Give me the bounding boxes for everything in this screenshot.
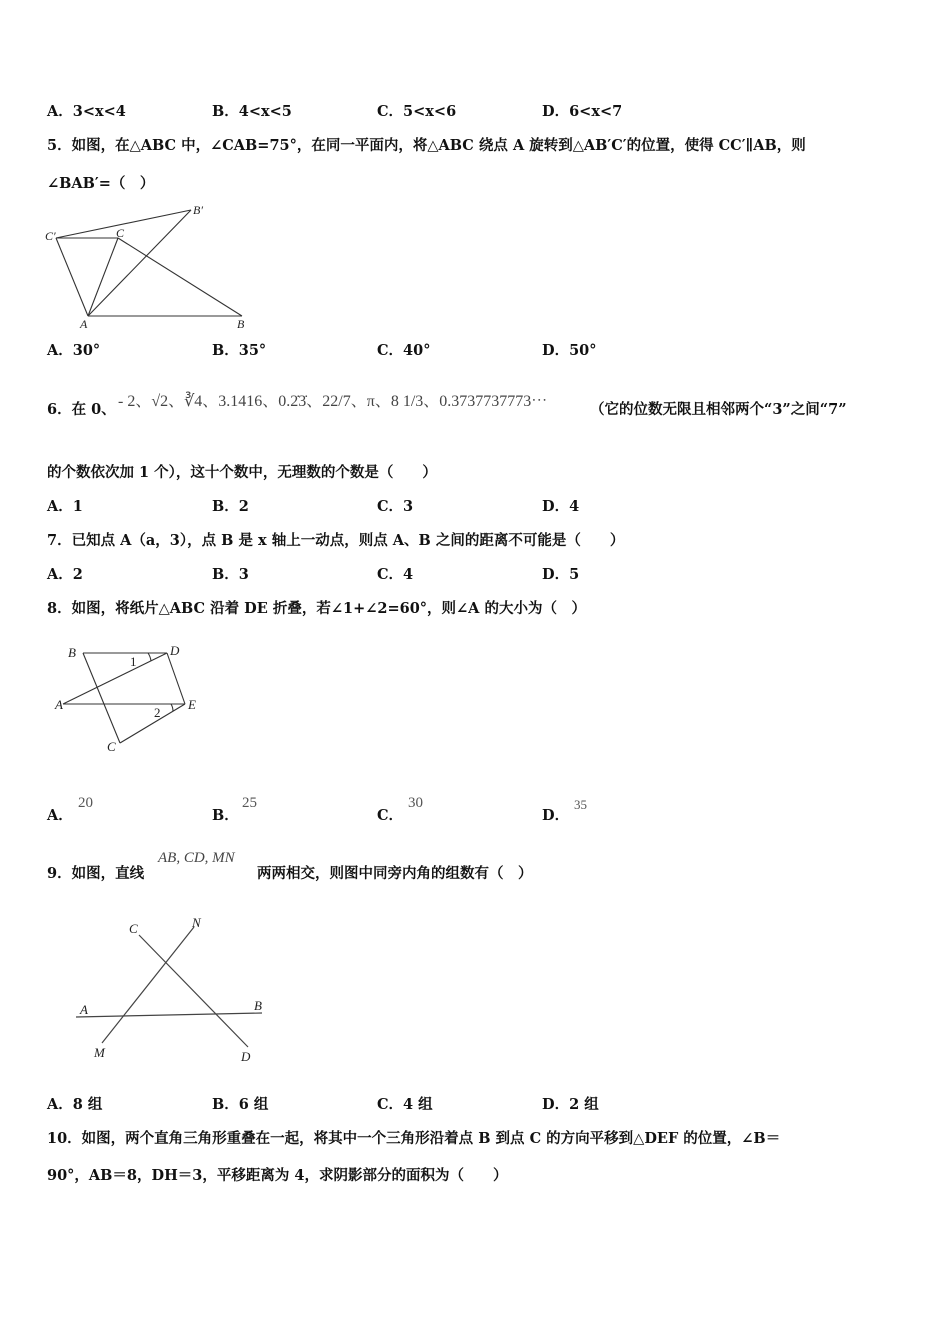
q9-label-n: N xyxy=(192,915,201,930)
q6-stem-suffix: （它的位数无限且相邻两个“3”之间“7” xyxy=(590,401,847,418)
q9-label-b: B xyxy=(254,998,262,1013)
q5-stem-line2: ∠BAB′=（ ） xyxy=(47,175,155,192)
q8-label-d: D xyxy=(170,643,180,658)
q4-option-a: A．3<x<4 xyxy=(47,103,126,120)
q6-stem-line2: 的个数依次加 1 个），这十个数中，无理数的个数是（ ） xyxy=(47,464,437,481)
q9-option-b: B．6 组 xyxy=(212,1096,269,1113)
q9-lines-figure xyxy=(70,910,280,1070)
q8-option-c-value: 30 xyxy=(408,795,423,811)
q8-option-d-letter: D． xyxy=(542,807,570,824)
q5-label-c-prime: C′ xyxy=(45,229,56,243)
q7-stem: 7．已知点 A（a，3），点 B 是 x 轴上一动点，则点 A、B 之间的距离不可能是（ ） xyxy=(47,532,625,549)
q10-stem-line2: 90°，AB＝8，DH＝3，平移距离为 4，求阴影部分的面积为（ ） xyxy=(47,1167,508,1184)
q5-label-a: A xyxy=(80,317,88,331)
q6-number-list: - 2、√2、∛4、3.1416、0.2̇3̇、22/7、π、8 1/3、0.3737737773⋯ xyxy=(118,393,548,410)
q9-line-names: AB, CD, MN xyxy=(158,850,235,866)
q9-label-d: D xyxy=(241,1049,251,1064)
q4-option-c: C．5<x<6 xyxy=(377,103,457,120)
q8-option-b-letter: B． xyxy=(212,807,239,824)
q5-option-c: C．40° xyxy=(377,342,431,359)
q7-option-a: A．2 xyxy=(47,566,83,583)
q6-option-c: C．3 xyxy=(377,498,414,515)
q9-option-d: D．2 组 xyxy=(542,1096,599,1113)
q6-option-d: D．4 xyxy=(542,498,580,515)
q8-label-a: A xyxy=(55,697,63,712)
q5-stem-line1: 5．如图，在△ABC 中，∠CAB=75°，在同一平面内，将△ABC 绕点 A 旋转到△AB′C′的位置，使得 CC′∥AB，则 xyxy=(47,137,806,154)
q7-option-b: B．3 xyxy=(212,566,249,583)
q9-option-a: A．8 组 xyxy=(47,1096,103,1113)
q4-option-b: B．4<x<5 xyxy=(212,103,292,120)
q8-angle-2: 2 xyxy=(154,705,161,720)
q9-stem-suffix: 两两相交，则图中同旁内角的组数有（ ） xyxy=(257,865,533,882)
q5-option-a: A．30° xyxy=(47,342,101,359)
q8-stem: 8．如图，将纸片△ABC 沿着 DE 折叠，若∠1+∠2=60°，则∠A 的大小为（ ） xyxy=(47,600,586,617)
q8-label-c: C xyxy=(107,739,116,754)
q5-label-b: B xyxy=(237,317,245,331)
q9-label-a: A xyxy=(80,1002,88,1017)
q8-fold-figure xyxy=(50,640,210,760)
q6-option-a: A．1 xyxy=(47,498,83,515)
q5-option-b: B．35° xyxy=(212,342,267,359)
q7-option-d: D．5 xyxy=(542,566,580,583)
q10-stem-line1: 10．如图，两个直角三角形重叠在一起，将其中一个三角形沿着点 B 到点 C 的方向平移到△DEF 的位置，∠B＝ xyxy=(47,1130,781,1147)
q7-option-c: C．4 xyxy=(377,566,414,583)
q9-option-c: C．4 组 xyxy=(377,1096,433,1113)
q9-stem-prefix: 9．如图，直线 xyxy=(47,865,145,882)
q5-rotation-figure xyxy=(40,200,270,335)
q8-option-a-letter: A． xyxy=(47,807,73,824)
q9-label-m: M xyxy=(94,1045,105,1060)
q5-label-b-prime: B′ xyxy=(193,203,203,217)
q6-stem-prefix: 6．在 0、 xyxy=(47,401,116,418)
q8-label-b: B xyxy=(68,645,76,660)
q5-label-c: C xyxy=(116,226,125,240)
q8-option-b-value: 25 xyxy=(242,795,257,811)
q8-angle-1: 1 xyxy=(130,654,137,669)
q4-option-d: D．6<x<7 xyxy=(542,103,623,120)
q8-option-a-value: 20 xyxy=(78,795,93,811)
q9-label-c: C xyxy=(129,921,138,936)
q8-option-d-value: 35 xyxy=(574,797,587,812)
q8-option-c-letter: C． xyxy=(377,807,404,824)
q8-label-e: E xyxy=(188,697,196,712)
q5-option-d: D．50° xyxy=(542,342,597,359)
q6-option-b: B．2 xyxy=(212,498,249,515)
